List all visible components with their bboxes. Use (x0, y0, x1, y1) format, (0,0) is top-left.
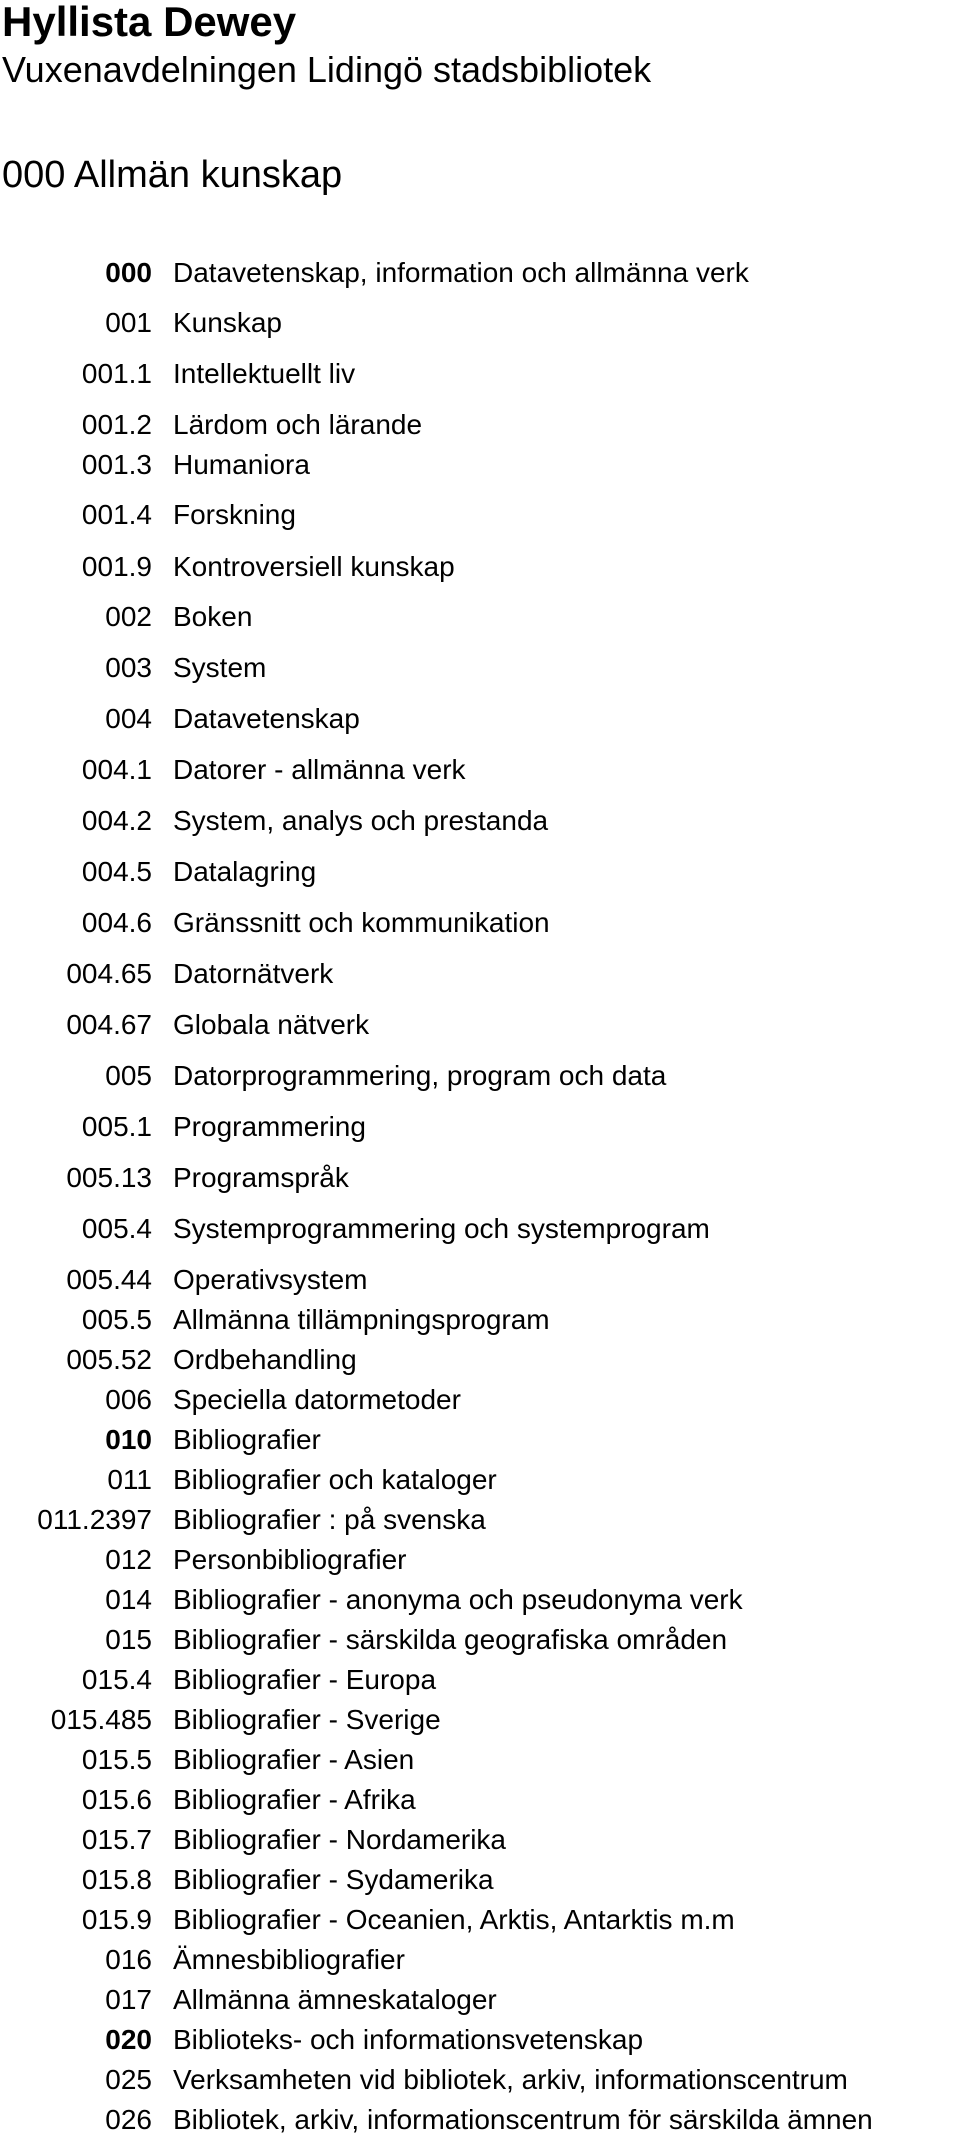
dewey-description: Bibliografier - Nordamerika (173, 1824, 507, 1855)
dewey-code: 001.4 (81, 499, 152, 530)
dewey-code: 015.6 (81, 1784, 152, 1815)
dewey-code: 014 (105, 1584, 152, 1615)
dewey-code: 015.4 (81, 1664, 152, 1695)
dewey-description: Globala nätverk (173, 1009, 370, 1040)
dewey-description: Bibliografier - Afrika (173, 1784, 416, 1815)
dewey-code: 025 (105, 2064, 152, 2095)
dewey-code: 015.5 (81, 1744, 152, 1775)
dewey-entry (0, 1059, 960, 1093)
dewey-description: Bibliotek, arkiv, informationscentrum för särskilda ämnen (173, 2104, 873, 2135)
dewey-code: 005 (105, 1060, 152, 1091)
dewey-entry (0, 1863, 960, 1897)
dewey-description: Bibliografier - Asien (173, 1744, 415, 1775)
dewey-code: 005.5 (81, 1304, 152, 1335)
dewey-description: Datorer - allmänna verk (173, 754, 466, 785)
dewey-code: 004.5 (81, 856, 152, 887)
dewey-entry (0, 1503, 960, 1537)
dewey-entry (0, 357, 960, 391)
dewey-entry (0, 1423, 960, 1457)
dewey-code: 015 (105, 1624, 152, 1655)
dewey-description: Bibliografier - Oceanien, Arktis, Antarktis m.m (173, 1904, 735, 1935)
dewey-code: 001.1 (81, 358, 152, 389)
dewey-entry (0, 1743, 960, 1777)
dewey-description: Bibliografier (173, 1424, 321, 1455)
dewey-code: 012 (105, 1544, 152, 1575)
dewey-description: Ämnesbibliografier (173, 1944, 405, 1975)
dewey-description: Datornätverk (173, 958, 334, 989)
dewey-code: 001.3 (81, 449, 152, 480)
dewey-entry (0, 1161, 960, 1195)
dewey-entry (0, 1583, 960, 1617)
dewey-description: Bibliografier - Sydamerika (173, 1864, 494, 1895)
dewey-entry (0, 1783, 960, 1817)
dewey-entry (0, 2023, 960, 2057)
dewey-description: Biblioteks- och informationsvetenskap (173, 2024, 644, 2055)
dewey-description: Programspråk (173, 1162, 349, 1193)
dewey-entry (0, 1983, 960, 2017)
dewey-entry (0, 1463, 960, 1497)
dewey-entry (0, 2063, 960, 2097)
section-heading: 000 Allmän kunskap (2, 154, 343, 196)
dewey-entry (0, 1623, 960, 1657)
dewey-entry (0, 1543, 960, 1577)
dewey-entry (0, 957, 960, 991)
dewey-entry (0, 448, 960, 482)
dewey-entry (0, 651, 960, 685)
dewey-code: 016 (105, 1944, 152, 1975)
dewey-code: 010 (105, 1424, 152, 1455)
dewey-code: 011 (107, 1464, 152, 1495)
dewey-description: System (173, 652, 267, 683)
dewey-description: Bibliografier - särskilda geografiska områden (173, 1624, 728, 1655)
dewey-code: 015.7 (81, 1824, 152, 1855)
dewey-code: 015.485 (50, 1704, 152, 1735)
dewey-code: 000 (105, 257, 152, 288)
dewey-description: Bibliografier och kataloger (173, 1464, 497, 1495)
dewey-entry (0, 498, 960, 532)
dewey-description: Bibliografier : på svenska (173, 1504, 486, 1535)
dewey-description: Bibliografier - Europa (173, 1664, 437, 1695)
dewey-entry (0, 1383, 960, 1417)
dewey-description: Systemprogrammering och systemprogram (173, 1213, 710, 1244)
dewey-entry (0, 1343, 960, 1377)
dewey-code: 015.9 (81, 1904, 152, 1935)
dewey-entry (0, 804, 960, 838)
dewey-description: Bibliografier - Sverige (173, 1704, 441, 1735)
dewey-entry (0, 1303, 960, 1337)
dewey-entry (0, 1903, 960, 1937)
dewey-code: 001 (105, 307, 152, 338)
dewey-description: Datavetenskap, information och allmänna verk (173, 257, 749, 288)
dewey-description: Operativsystem (173, 1264, 368, 1295)
dewey-entry (0, 1263, 960, 1297)
dewey-description: Gränssnitt och kommunikation (173, 907, 550, 938)
dewey-description: Ordbehandling (173, 1344, 357, 1375)
dewey-code: 004.67 (66, 1009, 152, 1040)
dewey-code: 005.4 (81, 1213, 152, 1244)
dewey-description: Boken (173, 601, 253, 632)
dewey-description: System, analys och prestanda (173, 805, 549, 836)
dewey-entry (0, 256, 960, 290)
dewey-description: Programmering (173, 1111, 366, 1142)
dewey-code: 017 (105, 1984, 152, 2015)
dewey-entry (0, 1663, 960, 1697)
dewey-entry (0, 2103, 960, 2137)
dewey-description: Datavetenskap (173, 703, 360, 734)
dewey-code: 004.2 (81, 805, 152, 836)
dewey-entry (0, 1008, 960, 1042)
dewey-entry (0, 1212, 960, 1246)
dewey-description: Bibliografier - anonyma och pseudonyma verk (173, 1584, 743, 1615)
dewey-entry (0, 1110, 960, 1144)
dewey-description: Allmänna tillämpningsprogram (173, 1304, 550, 1335)
dewey-description: Speciella datormetoder (173, 1384, 461, 1415)
dewey-code: 006 (105, 1384, 152, 1415)
dewey-description: Datalagring (173, 856, 317, 887)
dewey-entry (0, 600, 960, 634)
dewey-entry (0, 702, 960, 736)
dewey-entry (0, 855, 960, 889)
dewey-description: Verksamheten vid bibliotek, arkiv, informationscentrum (173, 2064, 848, 2095)
dewey-code: 005.52 (66, 1344, 152, 1375)
dewey-code: 004.6 (81, 907, 152, 938)
document-subtitle: Vuxenavdelningen Lidingö stadsbibliotek (2, 49, 652, 90)
dewey-description: Lärdom och lärande (173, 409, 423, 440)
dewey-code: 005.44 (66, 1264, 152, 1295)
dewey-description: Kontroversiell kunskap (173, 551, 455, 582)
dewey-description: Personbibliografier (173, 1544, 407, 1575)
dewey-code: 005.1 (81, 1111, 152, 1142)
dewey-code: 015.8 (81, 1864, 152, 1895)
dewey-entry (0, 1823, 960, 1857)
dewey-code: 001.9 (81, 551, 152, 582)
dewey-description: Intellektuellt liv (173, 358, 356, 389)
dewey-code: 026 (105, 2104, 152, 2135)
dewey-entry (0, 306, 960, 340)
dewey-entry (0, 753, 960, 787)
dewey-code: 002 (105, 601, 152, 632)
dewey-code: 020 (105, 2024, 152, 2055)
dewey-entry (0, 906, 960, 940)
dewey-description: Humaniora (173, 449, 310, 480)
dewey-code: 005.13 (66, 1162, 152, 1193)
dewey-description: Allmänna ämneskataloger (173, 1984, 497, 2015)
dewey-description: Forskning (173, 499, 296, 530)
dewey-code: 011.2397 (37, 1504, 152, 1535)
dewey-description: Datorprogrammering, program och data (173, 1060, 667, 1091)
dewey-code: 004 (105, 703, 152, 734)
dewey-code: 003 (105, 652, 152, 683)
document-title: Hyllista Dewey (2, 0, 297, 45)
dewey-entry (0, 408, 960, 442)
dewey-code: 004.65 (66, 958, 152, 989)
dewey-entry (0, 550, 960, 584)
dewey-code: 004.1 (81, 754, 152, 785)
dewey-code: 001.2 (81, 409, 152, 440)
dewey-description: Kunskap (173, 307, 282, 338)
dewey-entry (0, 1703, 960, 1737)
dewey-entry (0, 1943, 960, 1977)
